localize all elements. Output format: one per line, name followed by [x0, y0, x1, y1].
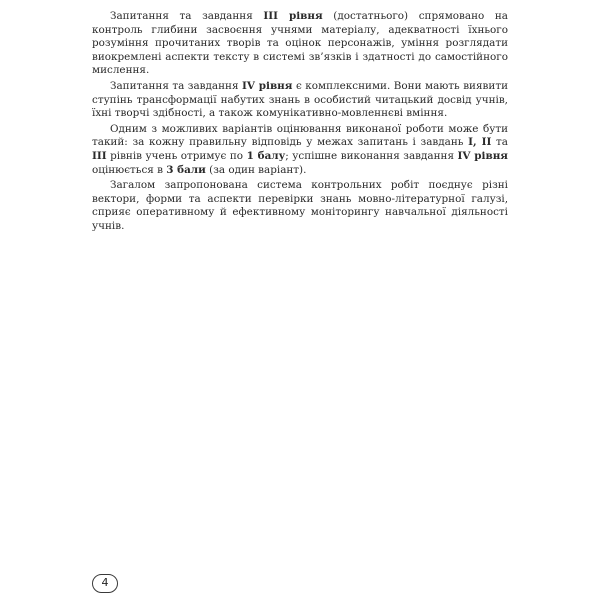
paragraph-level-3: Запитання та завдання III рівня (достатнього) спрямовано на контроль глибини засвоєння учнями матеріалу, адекватності їхнього розуміння прочитаних творів та оцінок персонажів, уміння розглядати виокремлені аспекти тексту в системі зв’язків і здатності до самостійного мислення.	[92, 10, 509, 77]
body-text	[92, 10, 508, 236]
paragraph-grading: Одним з можливих варіантів оцінювання виконаної роботи може бути такий: за кожну правильну відповідь у межах запитань і завдань I, II та III рівнів учень отримує по 1 балу; успішне виконання завдання IV рівня оцінюється в 3 бали (за один варіант).	[92, 122, 508, 176]
paragraph-summary: Загалом запропонована система контрольних робіт поєднує різні вектори, форми та аспекти перевірки знань мовно-літературної галузі, сприяє оперативному й ефективному моніторингу навчальної діяльності учнів.	[92, 179, 508, 232]
paragraph-level-4: Запитання та завдання IV рівня є комплексними. Вони мають виявити ступінь трансформації набутих знань в особистий читацький досвід учнів, їхні творчі здібності, а також комунікативно-мовленнєві вміння.	[92, 79, 508, 120]
page-number: 4	[92, 574, 118, 593]
